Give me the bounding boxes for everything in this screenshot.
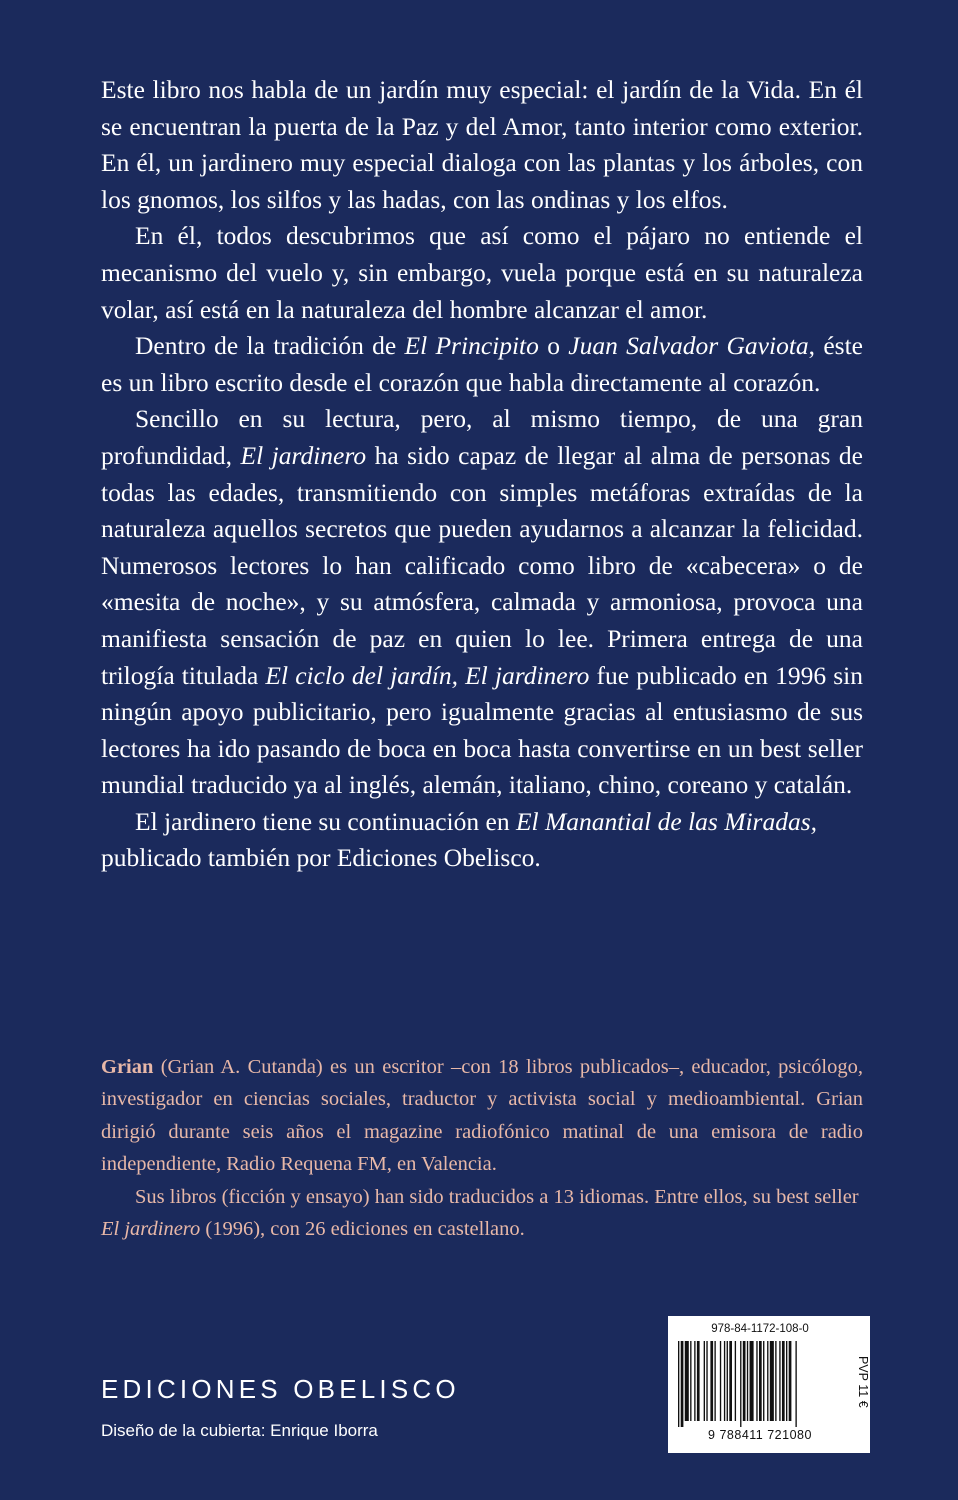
author-bio xyxy=(101,1051,863,1245)
barcode-bar xyxy=(743,1341,746,1421)
barcode-bar xyxy=(782,1341,785,1421)
barcode-bar xyxy=(789,1341,792,1421)
barcode-bar xyxy=(710,1341,713,1421)
barcode-bar xyxy=(706,1341,707,1421)
publisher-logo-text: EDICIONES OBELISCO xyxy=(101,1374,460,1404)
barcode-bar xyxy=(724,1341,725,1421)
barcode-bar xyxy=(685,1341,689,1421)
book-title-manantial: El Manantial de las Miradas, xyxy=(515,806,818,836)
barcode-bar xyxy=(694,1341,695,1421)
barcode-bar xyxy=(678,1341,679,1427)
book-title-jardinero: El jardinero xyxy=(240,440,367,470)
book-title-gaviota: Juan Salvador Gaviota xyxy=(568,331,809,361)
barcode-bar xyxy=(779,1341,780,1421)
barcode-bar xyxy=(704,1341,705,1421)
barcode-bar xyxy=(697,1341,700,1421)
barcode-bar xyxy=(681,1341,684,1427)
barcode-bar xyxy=(714,1341,715,1421)
blurb-paragraph-3: Dentro de la tradición de El Principito o Juan Salvador Gaviota, éste es un libro escrito desde el corazón que habla directamente al corazón. xyxy=(101,331,863,397)
author-name: Grian xyxy=(101,1056,154,1078)
barcode-bar xyxy=(740,1341,741,1427)
barcode-bar xyxy=(770,1341,774,1421)
barcode-bar xyxy=(720,1341,721,1421)
barcode-panel xyxy=(668,1316,870,1453)
barcode-bar xyxy=(735,1341,736,1421)
barcode-bar xyxy=(759,1341,762,1421)
barcode-bar xyxy=(727,1341,728,1421)
blurb-paragraph-1: Este libro nos habla de un jardín muy especial: el jardín de la Vida. En él se encuentran la puerta de la Paz y del Amor, tanto interior como exterior. En él, un jardinero muy especial dialoga con las plantas y los árboles, con los gnomos, los silfos y las hadas, con las ondinas y los elfos. xyxy=(101,75,863,214)
barcode-bar xyxy=(795,1341,796,1427)
cover-design-credit: Diseño de la cubierta: Enrique Iborra xyxy=(101,1421,378,1440)
barcode-bar xyxy=(690,1341,691,1421)
trilogy-title: El ciclo del jardín, El jardinero xyxy=(265,660,590,690)
barcode-bar xyxy=(767,1341,768,1421)
blurb-paragraph-4: Sencillo en su lectura, pero, al mismo tiempo, de una gran profundidad, El jardinero ha sido capaz de llegar al alma de personas de todas las edades, transmitiendo con simples metáforas extraídas de la naturaleza aquellos secretos que pueden ayudarnos a alcanzar la felicidad. Numerosos lectores lo han calificado como libro de «cabecera» o de «mesita de noche», y su atmósfera, calmada y armoniosa, provoca una manifiesta sensación de paz en quien lo lee. Primera entrega de una trilogía titulada El ciclo del jardín, El jardinero fue publicado en 1996 sin ningún apoyo publicitario, pero igualmente gracias al entusiasmo de sus lectores ha ido pasando de boca en boca hasta convertirse en un best seller mundial traducido ya al inglés, alemán, italiano, chino, coreano y catalán. xyxy=(101,404,863,800)
book-title-principito: El Principito xyxy=(404,331,539,361)
barcode-bar xyxy=(729,1341,732,1421)
blurb-paragraph-2: En él, todos descubrimos que así como el pájaro no entiende el mecanismo del vuelo y, sin embargo, vuela porque está en su naturaleza volar, así está en la naturaleza del hombre alcanzar el amor. xyxy=(101,221,863,324)
blurb-paragraph-5: El jardinero tiene su continuación en El Manantial de las Miradas, publicado también por Ediciones Obelisco. xyxy=(101,806,818,873)
bio-paragraph-2: Sus libros (ficción y ensayo) han sido traducidos a 13 idiomas. Entre ellos, su best seller El jardinero (1996), con 26 ediciones en castellano. xyxy=(101,1185,859,1241)
barcode-image xyxy=(678,1341,844,1427)
barcode-bar xyxy=(763,1341,764,1421)
isbn-text: 978-84-1172-108-0 xyxy=(711,1323,809,1335)
barcode-bar xyxy=(747,1341,748,1421)
barcode-bar xyxy=(786,1341,787,1421)
book-title-jardinero-bio: El jardinero xyxy=(101,1218,201,1241)
barcode-digits: 9 788411 721080 xyxy=(708,1428,812,1442)
back-cover-blurb xyxy=(101,72,863,877)
barcode-bar xyxy=(775,1341,776,1421)
barcode-bar xyxy=(750,1341,754,1421)
bio-paragraph-1: Grian (Grian A. Cutanda) es un escritor –con 18 libros publicados–, educador, psicólogo, investigador en ciencias sociales, traductor y activista social y medioambiental. Grian dirigió durante seis años el magazine radiofónico matinal de una emisora de radio independiente, Radio Requena FM, en Valencia. xyxy=(101,1056,863,1176)
price-label: PVP 11 € xyxy=(856,1356,870,1408)
barcode-bar xyxy=(756,1341,757,1421)
